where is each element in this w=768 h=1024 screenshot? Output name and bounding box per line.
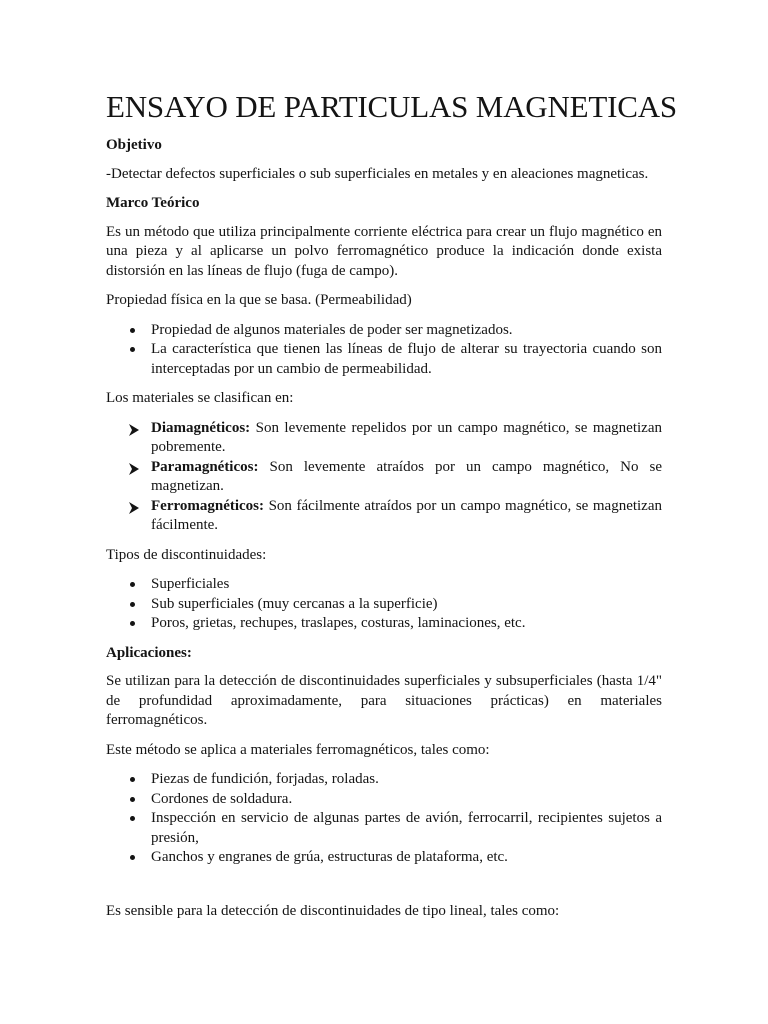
material-desc: Son levemente repelidos por un campo magnético, se magnetizan pobremente.	[151, 419, 662, 455]
sensible-text: Es sensible para la detección de discontinuidades de tipo lineal, tales como:	[106, 902, 560, 919]
list-item: Ganchos y engranes de grúa, estructuras de plataforma, etc.	[106, 848, 662, 868]
document-title: ENSAYO DE PARTICULAS MAGNETICAS	[106, 89, 677, 124]
aplicaciones-paragraph: Se utilizan para la detección de discontinuidades superficiales y subsuperficiales (hasta 1/4" de profundidad aproximadamente, para situaciones prácticas) en materiales ferromagnéticos.	[106, 673, 662, 728]
list-item	[106, 497, 662, 536]
list-item	[106, 419, 662, 458]
document-page	[106, 88, 677, 931]
aplicaciones-heading: Aplicaciones:	[106, 644, 192, 661]
material-desc: Son levemente atraídos por un campo magnético, No se magnetizan.	[151, 458, 662, 494]
arrowhead-icon	[128, 423, 140, 443]
materiales-list	[106, 419, 662, 536]
propiedad-list	[106, 321, 662, 380]
list-item: Piezas de fundición, forjadas, roladas.	[106, 770, 662, 790]
metodo-list	[106, 770, 662, 868]
material-term: Ferromagnéticos:	[151, 497, 265, 514]
list-item: Superficiales	[106, 575, 662, 595]
tipos-list	[106, 575, 662, 634]
list-item: Poros, grietas, rechupes, traslapes, costuras, laminaciones, etc.	[106, 614, 662, 634]
material-term: Diamagnéticos:	[151, 419, 251, 436]
material-term: Paramagnéticos:	[151, 458, 259, 475]
objetivo-text: -Detectar defectos superficiales o sub superficiales en metales y en aleaciones magneticas.	[106, 165, 649, 182]
objetivo-heading: Objetivo	[106, 137, 162, 153]
tipos-intro: Tipos de discontinuidades:	[106, 546, 267, 563]
list-item: Inspección en servicio de algunas partes de avión, ferrocarril, recipientes sujetos a presión,	[106, 809, 662, 848]
list-item	[106, 458, 662, 497]
list-item: Propiedad de algunos materiales de poder ser magnetizados.	[106, 321, 662, 341]
propiedad-intro: Propiedad física en la que se basa. (Permeabilidad)	[106, 292, 412, 308]
arrowhead-icon	[128, 462, 140, 482]
marco-teorico-paragraph: Es un método que utiliza principalmente corriente eléctrica para crear un flujo magnético en una pieza y al aplicarse un polvo ferromagnético produce la indicación donde exista distorsión en las líneas de flujo (fuga de campo).	[106, 223, 662, 279]
metodo-intro: Este método se aplica a materiales ferromagnéticos, tales como:	[106, 741, 490, 758]
list-item: Sub superficiales (muy cercanas a la superficie)	[106, 595, 662, 615]
blank-line	[106, 878, 662, 902]
materiales-intro: Los materiales se clasifican en:	[106, 390, 294, 406]
list-item: La característica que tienen las líneas de flujo de alterar su trayectoria cuando son interceptadas por un cambio de permeabilidad.	[106, 340, 662, 379]
material-desc: Son fácilmente atraídos por un campo magnético, se magnetizan fácilmente.	[151, 497, 662, 533]
list-item: Cordones de soldadura.	[106, 790, 662, 810]
marco-teorico-heading: Marco Teórico	[106, 195, 200, 211]
arrowhead-icon	[128, 501, 140, 521]
